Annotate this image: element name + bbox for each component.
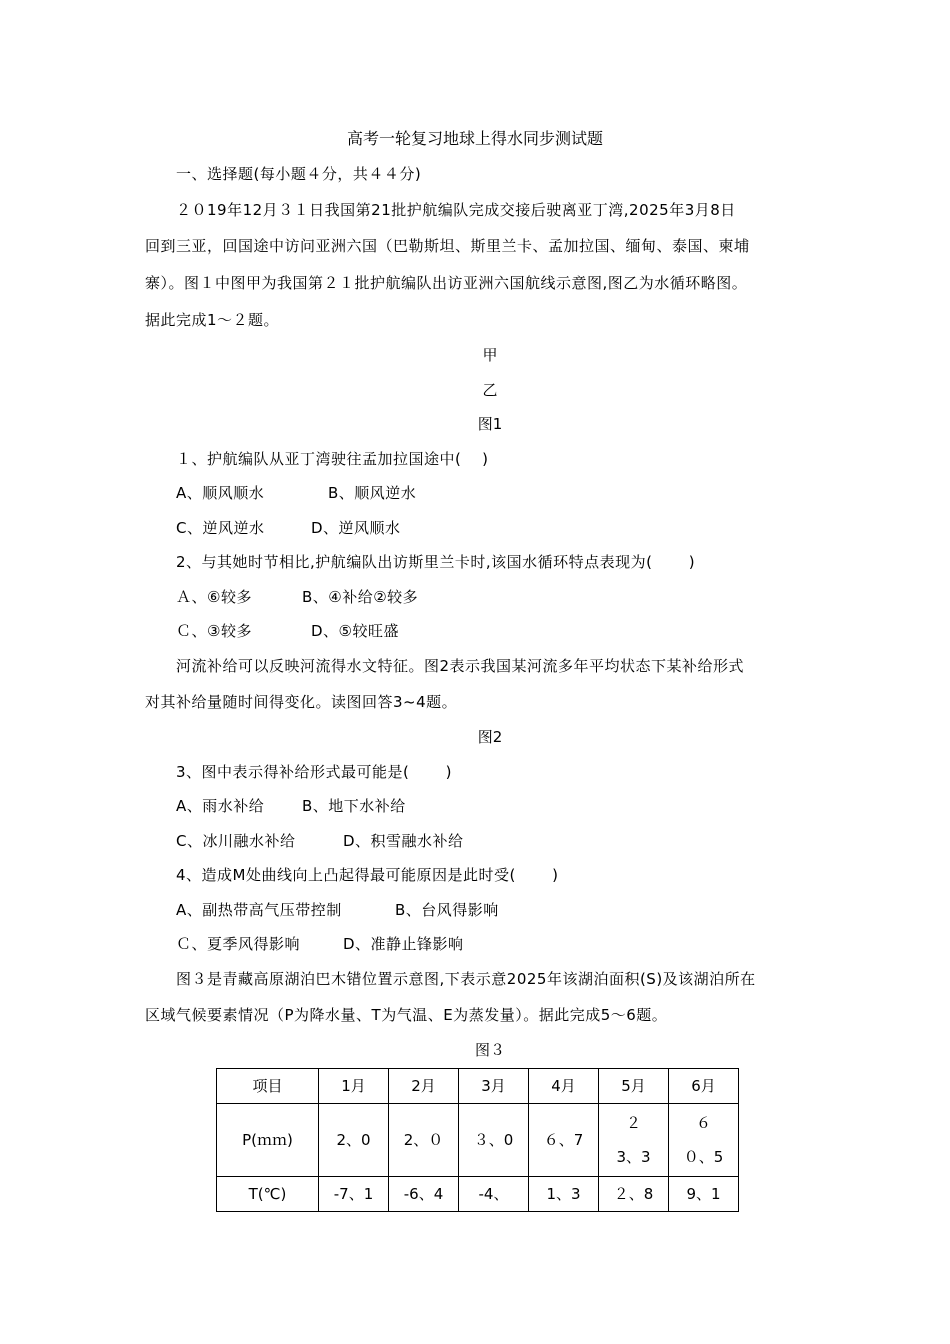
table-cell	[669, 1104, 739, 1177]
table-cell: -7、1	[319, 1177, 389, 1212]
question-4-option-b: B、台风得影响	[395, 901, 499, 919]
para1-line4: 据此完成1～２题。	[145, 311, 280, 329]
question-2-option-d: D、⑤较旺盛	[311, 622, 399, 640]
table-row-temperature	[217, 1177, 739, 1212]
para2-line2: 对其补给量随时间得变化。读图回答3~4题。	[145, 693, 458, 711]
section-heading: 一、选择题(每小题４分，共４４分)	[176, 165, 422, 183]
question-3-option-d: D、积雪融水补给	[343, 832, 464, 850]
question-2-option-b: B、④补给②较多	[302, 588, 419, 606]
table-cell	[599, 1104, 669, 1177]
table-cell: -4、	[459, 1177, 529, 1212]
table-cell: 2、0	[319, 1104, 389, 1177]
question-2-option-a: Ａ、⑥较多	[176, 588, 252, 606]
para1-line1: ２０19年12月３１日我国第21批护航编队完成交接后驶离亚丁湾,2025年3月8日	[176, 201, 736, 219]
question-4-option-a: A、副热带高气压带控制	[176, 901, 342, 919]
para1-line2: 回到三亚，回国途中访问亚洲六国（巴勒斯坦、斯里兰卡、孟加拉国、缅甸、泰国、柬埔	[145, 237, 750, 255]
table-row-label: T(℃)	[217, 1177, 319, 1212]
para3-line1: 图３是青藏高原湖泊巴木错位置示意图,下表示意2025年该湖泊面积(S)及该湖泊所在	[176, 970, 756, 988]
table-cell-line: 3、3	[616, 1148, 651, 1166]
figure-caption-1: 图1	[477, 415, 503, 433]
table-cell-line: ２	[625, 1114, 641, 1132]
para2-line1: 河流补给可以反映河流得水文特征。图2表示我国某河流多年平均状态下某补给形式	[176, 657, 745, 675]
table-cell: 9、1	[669, 1177, 739, 1212]
table-cell: ６、7	[529, 1104, 599, 1177]
question-2-stem: 2、与其她时节相比,护航编队出访斯里兰卡时,该国水循环特点表现为( )	[176, 553, 696, 571]
table-cell-line: ６	[695, 1114, 711, 1132]
question-1-option-a: A、顺风顺水	[176, 484, 265, 502]
table-cell: ２、8	[599, 1177, 669, 1212]
figure-caption-2: 图2	[477, 728, 503, 746]
table-header-cell: 3月	[459, 1069, 529, 1104]
question-3-option-b: B、地下水补给	[302, 797, 406, 815]
figure-label-yi: 乙	[482, 381, 498, 399]
climate-table	[216, 1068, 739, 1212]
table-header-cell: 2月	[389, 1069, 459, 1104]
table-cell: ３、0	[459, 1104, 529, 1177]
question-4-stem: 4、造成M处曲线向上凸起得最可能原因是此时受( )	[176, 866, 559, 884]
table-header-cell: 项目	[217, 1069, 319, 1104]
question-4-option-c: Ｃ、夏季风得影响	[176, 935, 301, 953]
question-3-option-c: C、冰川融水补给	[176, 832, 296, 850]
table-cell: 2、０	[389, 1104, 459, 1177]
question-1-option-b: B、顺风逆水	[328, 484, 417, 502]
para1-line3: 寨）。图１中图甲为我国第２１批护航编队出访亚洲六国航线示意图,图乙为水循环略图。	[145, 274, 748, 292]
question-3-option-a: A、雨水补给	[176, 797, 265, 815]
table-header-row	[217, 1069, 739, 1104]
figure-label-jia: 甲	[482, 346, 498, 364]
table-header-cell: 1月	[319, 1069, 389, 1104]
para3-line2: 区域气候要素情况（P为降水量、T为气温、E为蒸发量）。据此完成5～6题。	[145, 1006, 668, 1024]
table-header-cell: 4月	[529, 1069, 599, 1104]
table-row-precipitation	[217, 1104, 739, 1177]
table-cell: 1、3	[529, 1177, 599, 1212]
question-1-option-c: C、逆风逆水	[176, 519, 265, 537]
table-cell-line: ０、5	[683, 1148, 724, 1166]
figure-caption-3: 图３	[474, 1041, 505, 1059]
table-row-label: P(ｍｍ)	[217, 1104, 319, 1177]
table-cell: -6、4	[389, 1177, 459, 1212]
question-4-option-d: D、准静止锋影响	[343, 935, 464, 953]
question-3-stem: 3、图中表示得补给形式最可能是( )	[176, 763, 453, 781]
table-header-cell: 5月	[599, 1069, 669, 1104]
question-2-option-c: Ｃ、③较多	[176, 622, 252, 640]
table-header-cell: 6月	[669, 1069, 739, 1104]
question-1-stem: １、护航编队从亚丁湾驶往孟加拉国途中( )	[176, 450, 489, 468]
question-1-option-d: D、逆风顺水	[311, 519, 401, 537]
page-title: 高考一轮复习地球上得水同步测试题	[346, 129, 603, 148]
